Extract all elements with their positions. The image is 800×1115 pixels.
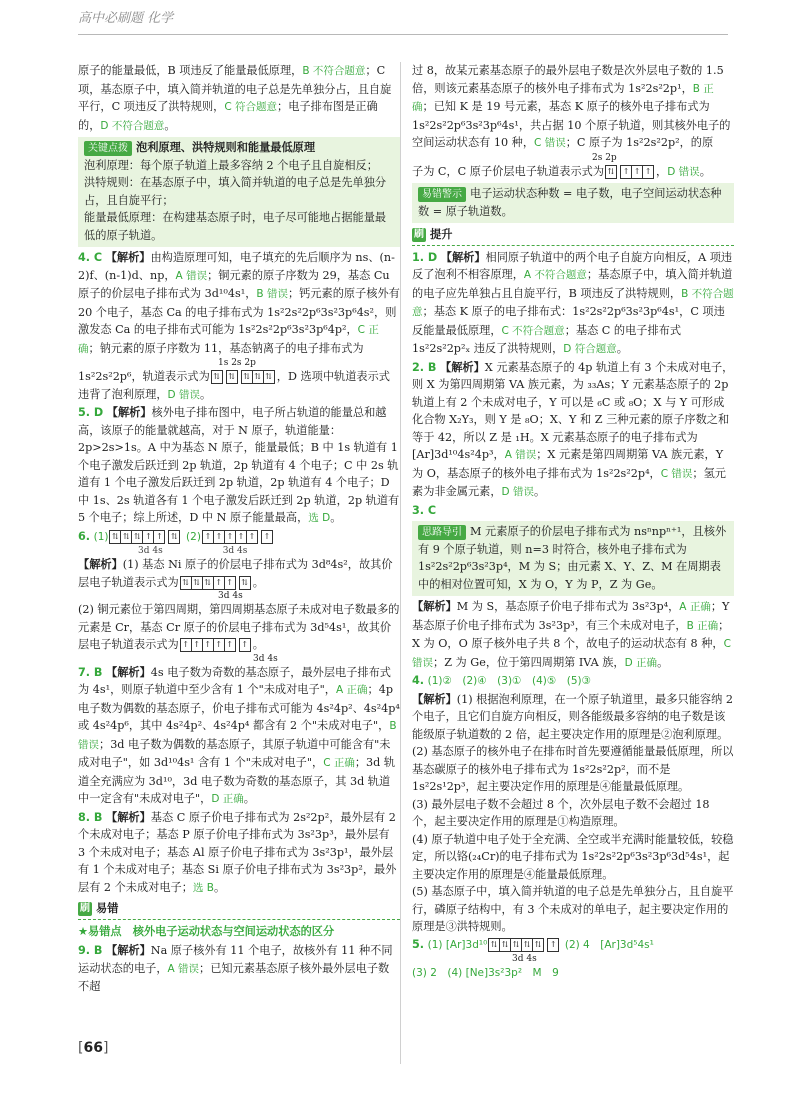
- answer-mark: B 不符合题意: [412, 287, 734, 318]
- text: (2) 铜元素位于第四周期，第四周期基态原子未成对电子数最多的元素是 Cr，基态 Cr 原子的价层电子排布式为 3d⁵4s¹，故其价层电子轨道表示式为: [78, 603, 400, 651]
- analysis-label: 【解析】: [440, 359, 485, 374]
- key-tip-tag: 关键点拨: [84, 141, 132, 156]
- text: 基态 C 原子价电子排布式为 2s²2p²，最外层有 2 个未成对电子；基态 P 原子价电子排布式为 3s²3p³，最外层有 3 个未成对电子；基态 Al 原子价电子排布式为 3s²3p¹，最外层有 1 个未成对电子；基态 Si 原子价电子排布式为 3s²3p²，最外层有 2 个未成对电子；: [78, 810, 397, 894]
- answer-mark: D 正确: [211, 793, 244, 805]
- label: 3d 4s: [138, 546, 163, 556]
- text: 。: [657, 655, 669, 669]
- orbital-box: ↑: [262, 530, 273, 544]
- question-number: 4. C: [78, 251, 103, 264]
- question-number: 5.: [412, 937, 425, 951]
- answer-mark: A 错误: [167, 962, 200, 975]
- warning-box: [412, 183, 734, 223]
- r-q2-explanation: [412, 359, 734, 502]
- answer-mark: (1)② (2)④ (3)① (4)⑤ (5)③: [427, 675, 592, 687]
- orbital-labels: 3d 4s: [218, 591, 243, 601]
- warning-text: 电子运动状态种数 = 电子数，电子空间运动状态种数 = 原子轨道数。: [418, 187, 722, 218]
- answer-mark: C 不符合题意: [501, 324, 565, 337]
- q4-orbital-line: [78, 368, 400, 404]
- answer-mark: D 符合题意: [563, 343, 617, 355]
- section-title: 易错: [96, 902, 119, 915]
- key-tip-box: [78, 137, 400, 247]
- answer-mark: (1): [93, 530, 109, 543]
- answer-mark: C 正确: [78, 324, 379, 355]
- error-point-title: ★易错点 核外电子运动状态与空间运动状态的区分: [78, 924, 335, 938]
- q3-continued: [78, 62, 400, 135]
- text: ；氢元素为非金属元素，: [412, 466, 726, 498]
- text: ；X 元素是第四周期第 VA 族元素，Y 为 O，基态原子的核外电子排布式为 1s²2s²2p⁴，: [412, 448, 724, 480]
- text: ；3d 轨道全充满应为 3d¹⁰，3d 电子数为奇数的基态原子，其 3d 轨道中一定含有"未成对电子"，: [78, 756, 396, 805]
- brush-icon: 刷: [414, 228, 424, 240]
- text: ，D 选项中轨道表示式违背了泡利原理，: [78, 370, 390, 401]
- question-number: 7. B: [78, 665, 103, 679]
- page-number: [78, 1040, 108, 1058]
- bracket: [: [78, 1040, 84, 1056]
- analysis-label: 【解析】: [105, 250, 151, 264]
- answer-mark: B 正确: [686, 619, 719, 632]
- text: ；4p 电子数为偶数的基态原子，价电子排布式可能为 4s²4p²、4s²4p⁴ 或 4s²4p⁶，其中 4s²4p²、4s²4p⁴ 都含有 2 个"未成对电子"，: [78, 683, 400, 732]
- column-divider: [400, 62, 401, 1064]
- q8-explanation: [78, 809, 400, 898]
- answer-mark: C 正确: [323, 757, 355, 769]
- section-title: 提升: [430, 228, 453, 241]
- text: 。: [213, 880, 226, 894]
- answer-mark: (3) 2 (4) [Ne]3s²3p² M 9: [412, 967, 559, 979]
- section-heading-improve: [412, 226, 734, 246]
- left-column: [78, 62, 400, 996]
- answer-mark: D 不符合题意: [100, 119, 165, 132]
- orbital-box: ↑ ↑ ↑: [621, 165, 654, 179]
- answer-mark: C 错误: [534, 137, 566, 149]
- answer-mark: 选 B: [192, 881, 214, 894]
- text: 。: [533, 485, 546, 498]
- cu-orbital-diagram: ⇅ ⇅ ⇅ ⇅ ⇅: [489, 938, 544, 952]
- answer-mark: C 符合题意: [224, 101, 278, 113]
- text: 。: [243, 792, 255, 805]
- q9-explanation: [78, 942, 400, 996]
- text: ；Z 为 Ge，位于第四周期第 IVA 族，: [433, 655, 625, 669]
- text: 1s²2s²2p⁶，轨道表示式为: [78, 370, 210, 383]
- orbital-labels: 3d 4s: [512, 954, 537, 964]
- question-number: 4.: [412, 674, 425, 687]
- text: 。: [699, 164, 711, 178]
- c-orbital-line: [412, 163, 734, 182]
- page-number-value: 66: [83, 1040, 103, 1056]
- q9-continued: [412, 62, 734, 153]
- text: 。: [199, 387, 212, 401]
- question-number: 1. D: [412, 250, 438, 264]
- text: ；X 为 O，O 原子核外电子共 8 个，故电子的运动状态有 8 种，: [412, 618, 730, 650]
- text: M 为 S，基态原子价电子排布式为 3s²3p⁴，: [456, 600, 680, 613]
- r-q4-explanation-2: (2) 基态原子的核外电子在排布时首先要遵循能量最低原理，所以基态碳原子的核外电子排布式为 1s²2s²2p²，而不是 1s²2s¹2p³，起主要决定作用的原理是④能量最低原理。: [412, 745, 734, 793]
- text: 过 8，故某元素基态原子的最外层电子数是次外层电子数的 1.5 倍，则该元素基态原子的核外电子排布式为 1s²2s²2p¹，: [412, 64, 724, 95]
- analysis-label: 【解析】: [78, 557, 123, 571]
- text: ；电子排布图是正确的，: [78, 100, 378, 132]
- r-q5-answer: [412, 936, 734, 955]
- brush-icon: 刷: [80, 902, 90, 914]
- cr-orbital-diagram: ↑ ↑ ↑ ↑ ↑: [181, 638, 236, 652]
- answer-mark: B 错误: [78, 720, 397, 751]
- q7-explanation: [78, 664, 400, 809]
- header-rule: [78, 34, 728, 35]
- answer-mark: (2): [186, 530, 201, 543]
- r-q3-explanation: [412, 598, 734, 672]
- orbital-labels: 2s 2p: [592, 152, 617, 163]
- answer-mark: B 不符合题意: [302, 65, 366, 77]
- r-q4-explanation-3: (3) 最外层电子数不会超过 8 个，次外层电子数不会超过 18 个，起主要决定作用的原理是①构造原理。: [412, 797, 710, 828]
- text: ；铜元素的原子序数为 29，基态 Cu 原子的价层电子排布式为 3d¹⁰4s¹，: [78, 268, 390, 300]
- answer-mark: A 错误: [504, 449, 537, 461]
- answer-mark: A 正确: [336, 684, 368, 696]
- analysis-label: 【解析】: [106, 943, 151, 957]
- answer-mark: C 错误: [412, 638, 731, 669]
- question-number: 8. B: [78, 810, 103, 824]
- text: ；3d 电子数为偶数的基态原子，其原子轨道中可能含有"未成对电子"，如 3d¹⁰4s¹ 含有 1 个"未成对电子"，: [78, 737, 391, 769]
- page-header: [78, 10, 728, 40]
- question-number: 5. D: [78, 406, 104, 419]
- answer-mark: B 错误: [256, 288, 288, 300]
- text: ；Y 基态原子价电子排布式为 3s²3p³，有三个未成对电子，: [412, 600, 730, 632]
- text: 。: [616, 342, 628, 355]
- answer-mark: A 错误: [175, 269, 208, 282]
- question-number: 9. B: [78, 944, 103, 957]
- text: ；已知 K 是 19 号元素，基态 K 原子的核外电子排布式为 1s²2s²2p⁶3s²3p⁶4s¹，共占据 10 个原子轨道，则其核外电子的空间运动状态有 10 种，: [412, 100, 731, 149]
- answer-mark: A 不符合题意: [523, 269, 587, 281]
- ni-orbital-diagram: ⇅ ⇅ ⇅ ↑ ↑: [181, 576, 236, 590]
- question-number: 6.: [78, 529, 91, 543]
- orbital-labels: 3d 4s: [253, 653, 278, 664]
- ni-orbital-diagram: ⇅ ⇅ ⇅ ↑ ↑: [110, 530, 165, 544]
- thinking-guide-text: M 元素原子的价层电子排布式为 nsⁿnpⁿ⁺¹，且核外有 9 个原子轨道，则 n=3 时符合，核外电子排布式为 1s²2s²2p⁶3s²3p⁴，M 为 S；由元素 X、Y、Z、M 在周期表中的相对位置可知，X 为 O，Y 为 P，Z 为 Ge。: [418, 525, 727, 591]
- text: 4s 电子数为奇数的基态原子，最外层电子排布式为 4s¹，则原子轨道中至少含有 1 个"未成对电子"，: [78, 665, 391, 696]
- text: 。: [164, 118, 176, 132]
- c-orbital-diagram: ⇅: [606, 165, 617, 179]
- answer-mark: D 错误: [501, 486, 534, 498]
- thinking-guide-box: [412, 521, 734, 596]
- text: ；基态原子中，填入简并轨道的电子应先单独占且自旋平行，B 项违反了洪特规则，: [412, 268, 733, 300]
- header-title: 高中必刷题 化学: [78, 11, 174, 26]
- orbital-box: ⇅: [227, 370, 238, 384]
- text: ；钙元素的原子核外有 20 个电子，基态 Ca 的电子排布式为 1s²2s²2p⁶3s²3p⁶4s²，则激发态 Ca 的电子排布式可能为 1s²2s²2p⁶3s²3p⁶4p²，: [78, 287, 400, 336]
- r-q4-explanation-1: [412, 691, 734, 744]
- text: ；C 原子为 1s²2s²2p²，的原: [565, 136, 714, 149]
- label: 3d 4s: [222, 546, 248, 556]
- bracket: ]: [102, 1040, 109, 1056]
- orbital-box: ⇅: [240, 576, 251, 590]
- r-q3-number: [412, 502, 734, 520]
- warning-tag: 易错警示: [418, 187, 466, 202]
- orbital-box: ⇅ ⇅ ⇅: [242, 370, 275, 384]
- q6-explanation-2: [78, 601, 400, 654]
- answer-mark: B 正确: [412, 82, 714, 113]
- thinking-guide-tag: 思路导引: [418, 525, 466, 540]
- analysis-label: 【解析】: [412, 691, 457, 706]
- q6-explanation-1: [78, 556, 400, 591]
- tip-line: 泡利原理：每个原子轨道上最多容纳 2 个电子且自旋相反；: [84, 158, 378, 172]
- text: 。: [252, 575, 264, 589]
- right-column: [412, 62, 734, 983]
- text: 相同原子轨道中的两个电子自旋方向相反，A 项违反了泡利不相容原理，: [412, 250, 733, 281]
- orbital-labels: 1s 2s 2p: [218, 358, 256, 368]
- analysis-label: 【解析】: [106, 405, 152, 419]
- answer-mark: (1) [Ar]3d¹⁰: [427, 938, 488, 951]
- orbital-box: ⇅: [169, 530, 180, 544]
- r-q4-answer: [412, 672, 734, 691]
- q5-explanation: [78, 404, 400, 528]
- r-q5-answer-2: [412, 964, 734, 983]
- text: ；钠元素的原子序数为 11，基态钠离子的电子排布式为: [88, 341, 364, 355]
- text: Na 原子核外有 11 个电子，故核外有 11 种不同运动状态的电子，: [78, 944, 393, 975]
- answer-mark: D 错误: [667, 165, 700, 178]
- q4-explanation: [78, 249, 400, 358]
- text: (1) 基态 Ni 原子的价层电子排布式为 3d⁸4s²，故其价层电子轨道表示式为: [78, 558, 393, 589]
- text: 由构造原理可知，电子填充的先后顺序为 ns、(n-2)f、(n-1)d、np，: [78, 251, 395, 282]
- answer-mark: 选 D: [308, 512, 331, 524]
- r-q1-explanation: [412, 249, 734, 359]
- cr-orbital-diagram: ↑ ↑ ↑ ↑ ↑: [203, 530, 258, 544]
- answer-mark: D 正确: [624, 656, 658, 669]
- text: ；C 项，基态原子中，填入简并轨道的电子总是先单独分占，且自旋平行，C 项违反了洪特规则，: [78, 64, 392, 113]
- r-q4-explanation-5: (5) 基态原子中，填入简并轨道的电子总是先单独分占，且自旋平行，磷原子结构中，有 3 个未成对的单电子，起主要决定作用的原理是③洪特规则。: [412, 885, 734, 933]
- answer-mark: A 正确: [679, 601, 711, 613]
- text: ；基态 K 原子的电子排布式：1s²2s²2p⁶3s²3p⁶4s¹，C 项违反能量最低原理，: [412, 305, 725, 337]
- analysis-label: 【解析】: [106, 809, 151, 824]
- text: 核外电子排布图中，电子所占轨道的能量总和越高，该原子的能量就越高，对于 N 原子，轨道能量：2p>2s>1s。A 中为基态 N 原子，能量最低；B 中 1s 轨道有 1 个电子激发后跃迁到 2p 轨道，2p 轨道有 4 个电子；C 中 2s 轨道有 1 个电子激发后跃迁到 2p 轨道，2p 轨道有 4 个电子；D 中 1s、2s 轨道各有 1 个电子激发后跃迁到 2p 轨道，2p 轨道有 5 个电子；综上所述，D 中 N 原子能量最高，: [78, 406, 400, 524]
- text: ；基态 C 的电子排布式 1s²2s²2p²ₓ 违反了洪特规则，: [412, 323, 682, 355]
- q6-answer: [78, 528, 400, 547]
- text: 。: [330, 511, 342, 524]
- text: 。: [252, 638, 264, 651]
- text: X 元素基态原子的 4p 轨道上有 3 个未成对电子，则 X 为第四周期第 VA 族元素，为 ₃₃As；Y 元素基态原子的 2p 轨道上有 2 个未成对电子，Y 可以是 ₆C 或 ₈O；X 与 Y 可形成化合物 X₂Y₃，则 Y 是 ₈O；X、Y 和 Z 三种元素的原子序数之和等于 42，所以 Z 是 ₁H。X 元素基态原子的电子排布式为 [Ar]3d¹⁰4s²4p³，: [412, 360, 734, 461]
- analysis-label: 【解析】: [412, 599, 457, 613]
- orbital-box: ↑: [548, 938, 559, 952]
- answer-mark: (2) 4 [Ar]3d⁵4s¹: [564, 938, 654, 951]
- na-orbital-diagram: ⇅: [212, 370, 223, 384]
- orbital-box: ↑: [240, 638, 251, 652]
- tip-line: 能量最低原理：在构建基态原子时，电子尽可能地占据能量最低的原子轨道。: [84, 211, 387, 242]
- analysis-label: 【解析】: [106, 664, 151, 679]
- section-heading-errors: [78, 900, 400, 920]
- tip-line: 洪特规则：在基态原子中，填入简并轨道的电子总是先单独分占，且自旋平行；: [84, 176, 387, 207]
- text: (1) 根据泡利原理，在一个原子轨道里，最多只能容纳 2 个电子，且它们自旋方向相反，则各能级最多容纳的电子数是该能级原子轨道数的 2 倍，起主要决定作用的原理是②泡利原理。: [412, 692, 733, 741]
- answer-mark: D 错误: [167, 388, 200, 401]
- question-number: 2. B: [412, 360, 437, 374]
- r-q4-explanation-4: (4) 原子轨道中电子处于全充满、全空或半充满时能量较低，较稳定，所以铬(₂₄Cr)的电子排布式为 1s²2s²2p⁶3s²3p⁶3d⁵4s¹，起主要决定作用的原理是④能量最低原理。: [412, 832, 734, 881]
- text: ，: [656, 164, 668, 178]
- orbital-labels: [78, 546, 400, 556]
- text: ；已知元素基态原子核外最外层电子数不超: [78, 961, 390, 993]
- question-number: 3. C: [412, 503, 437, 517]
- text: 子为 C，C 原子价层电子轨道表示式为: [412, 164, 605, 178]
- key-tip-title: 泡利原理、洪特规则和能量最低原理: [136, 141, 316, 154]
- text: 原子的能量最低，B 项违反了能量最低原理，: [78, 64, 303, 77]
- analysis-label: 【解析】: [440, 249, 486, 264]
- answer-mark: C 错误: [660, 467, 693, 480]
